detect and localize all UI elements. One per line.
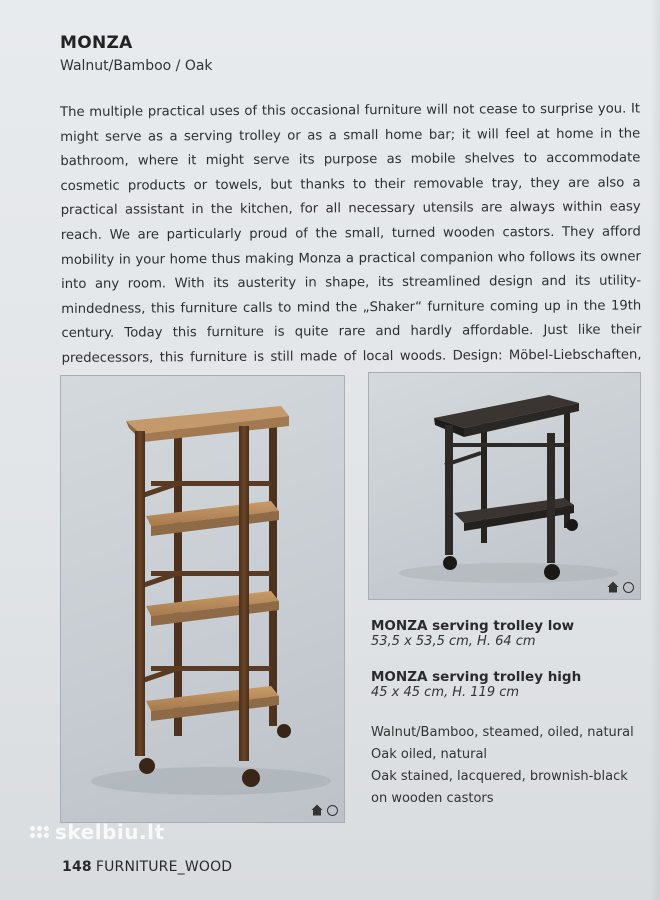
product-low	[371, 618, 574, 649]
photo-marker-left	[311, 804, 338, 816]
material-item: Walnut/Bamboo, steamed, oiled, natural	[371, 725, 634, 740]
page-title: MONZA	[60, 33, 133, 53]
circle-icon	[327, 805, 338, 816]
home-icon	[311, 804, 323, 816]
product-low-dimensions: 53,5 x 53,5 cm, H. 64 cm	[371, 634, 536, 649]
page-edge	[650, 0, 660, 900]
materials-list	[371, 722, 634, 810]
material-item: Oak stained, lacquered, brownish-black	[371, 769, 628, 784]
circle-icon	[623, 582, 634, 593]
material-item: Oak oiled, natural	[371, 747, 488, 762]
description-paragraph: The multiple practical uses of this occasional furniture will not cease to surprise you. It might serve as a serving trolley or as a small home bar; it will feel at home in the bathroom, where it might serve its purpose as mobile shelves to accommodate cosmetic products or towels, but thanks to their removable tray, they are also a practical assistant in the kitchen, for all necessary utensils are always within easy reach. We are particularly proud of the small, turned wooden castors. They afford mobility in your home thus making Monza a practical companion who follows its owner into any room. With its austerity in shape, its streamlined design and its utility-mindedness, this furniture calls to mind the „Shaker“ furniture coming up in the 19th century. Today this furniture is quite rare and hardly affordable. Just like their predecessors, this furniture is still made of local woods. Design: Möbel-Liebschaften,	[60, 101, 642, 366]
section-label: FURNITURE_WOOD	[95, 859, 233, 875]
photo-trolley-high	[60, 375, 345, 823]
photo-marker-right	[607, 581, 634, 593]
watermark-text: skelbiu.lt	[55, 820, 165, 844]
page-number: 148	[62, 859, 92, 875]
trolley-high-illustration	[61, 376, 344, 822]
product-high-dimensions: 45 x 45 cm, H. 119 cm	[371, 685, 520, 700]
product-low-name: MONZA serving trolley low	[371, 618, 575, 634]
product-high	[371, 669, 581, 700]
watermark-logo-icon	[30, 826, 49, 838]
trolley-low-illustration	[369, 373, 640, 599]
home-icon	[607, 581, 619, 593]
material-item: on wooden castors	[371, 791, 494, 806]
photo-trolley-low	[368, 372, 641, 600]
product-high-name: MONZA serving trolley high	[371, 669, 582, 685]
watermark	[30, 820, 165, 844]
page-subtitle: Walnut/Bamboo / Oak	[60, 58, 213, 74]
page-footer	[62, 859, 232, 875]
